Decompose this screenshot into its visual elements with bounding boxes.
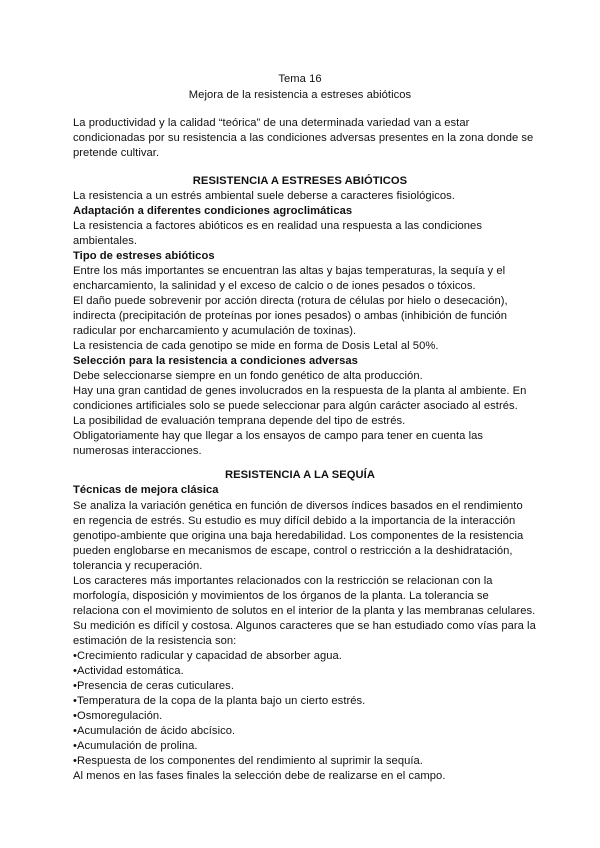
bullet-item: •Temperatura de la copa de la planta bajo un cierto estrés. xyxy=(73,695,366,707)
paragraph-line: Su medición es difícil y costosa. Algunos caracteres que se han estudiado como vías para la xyxy=(73,620,536,632)
topic-title: Tema 16 xyxy=(278,73,322,85)
paragraph-line: Obligatoriamente hay que llegar a los ensayos de campo para tener en cuenta las xyxy=(73,430,484,442)
bullet-item: •Presencia de ceras cuticulares. xyxy=(73,680,234,692)
paragraph-line: Se analiza la variación genética en función de diversos índices basados en el rendimiento xyxy=(73,500,523,512)
paragraph-line: indirecta (precipitación de proteínas por iones pesados) o ambas (inhibición de función xyxy=(73,310,508,322)
bullet-item: •Crecimiento radicular y capacidad de absorber agua. xyxy=(73,650,342,662)
paragraph-line: La resistencia a factores abióticos es en realidad una respuesta a las condiciones xyxy=(73,220,482,232)
paragraph-line: en regencia de estrés. Su estudio es muy difícil debido a la importancia de la interacción xyxy=(73,515,516,527)
paragraph-line: El daño puede sobrevenir por acción directa (rotura de células por hielo o desecación), xyxy=(73,295,508,307)
bullet-item: •Actividad estomática. xyxy=(73,665,184,677)
paragraph-line: relaciona con el movimiento de solutos en el interior de la planta y las membranas celulares. xyxy=(73,605,536,617)
subheading-adaptacion: Adaptación a diferentes condiciones agroclimáticas xyxy=(73,205,353,217)
paragraph-line: La resistencia a un estrés ambiental suele deberse a caracteres fisiológicos. xyxy=(73,190,455,202)
paragraph-line: numerosas interacciones. xyxy=(73,445,202,457)
intro-line: La productividad y la calidad “teórica” de una determinada variedad van a estar xyxy=(73,117,470,129)
paragraph-line: Entre los más importantes se encuentran las altas y bajas temperaturas, la sequía y el xyxy=(73,265,506,277)
bullet-item: •Acumulación de prolina. xyxy=(73,740,198,752)
paragraph-line: La posibilidad de evaluación temprana depende del tipo de estrés. xyxy=(73,415,406,427)
bullet-item: •Osmoregulación. xyxy=(73,710,163,722)
paragraph-line: tolerancia y recuperación. xyxy=(73,560,203,572)
subheading-tipo-estreses: Tipo de estreses abióticos xyxy=(73,250,215,262)
paragraph-line: estimación de la resistencia son: xyxy=(73,635,237,647)
bullet-item: •Acumulación de ácido abcísico. xyxy=(73,725,236,737)
paragraph-line: ambientales. xyxy=(73,235,138,247)
paragraph-line: condiciones artificiales solo se puede seleccionar para algún carácter asociado al estrés. xyxy=(73,400,518,412)
paragraph-line: Los caracteres más importantes relacionados con la restricción se relacionan con la xyxy=(73,575,493,587)
section-heading-sequia: RESISTENCIA A LA SEQUÍA xyxy=(225,469,375,481)
section-heading-abioticos: RESISTENCIA A ESTRESES ABIÓTICOS xyxy=(192,175,408,187)
intro-line: pretende cultivar. xyxy=(73,147,160,159)
paragraph-line: Hay una gran cantidad de genes involucrados en la respuesta de la planta al ambiente. En xyxy=(73,385,527,397)
subheading-seleccion: Selección para la resistencia a condiciones adversas xyxy=(73,355,358,367)
paragraph-line: La resistencia de cada genotipo se mide en forma de Dosis Letal al 50%. xyxy=(73,340,439,352)
document-subtitle: Mejora de la resistencia a estreses abióticos xyxy=(188,89,412,101)
paragraph-line: morfología, disposición y movimientos de los órganos de la planta. La tolerancia se xyxy=(73,590,489,602)
paragraph-line: encharcamiento, la salinidad y el exceso de calcio o de iones pesados o tóxicos. xyxy=(73,280,476,292)
paragraph-line: radicular por encharcamiento y acumulación de toxinas). xyxy=(73,325,357,337)
paragraph-line: Debe seleccionarse siempre en un fondo genético de alta producción. xyxy=(73,370,423,382)
paragraph-line: pueden englobarse en mecanismos de escape, control o restricción a la deshidratación, xyxy=(73,545,513,557)
intro-line: condicionadas por su resistencia a las condiciones adversas presentes en la zona donde se xyxy=(73,132,534,144)
subheading-tecnicas: Técnicas de mejora clásica xyxy=(73,484,219,496)
paragraph-line: Al menos en las fases finales la selección debe de realizarse en el campo. xyxy=(73,770,446,782)
paragraph-line: genotipo-ambiente que origina una baja heredabilidad. Los componentes de la resistencia xyxy=(73,530,524,542)
bullet-item: •Respuesta de los componentes del rendimiento al suprimir la sequía. xyxy=(73,755,423,767)
